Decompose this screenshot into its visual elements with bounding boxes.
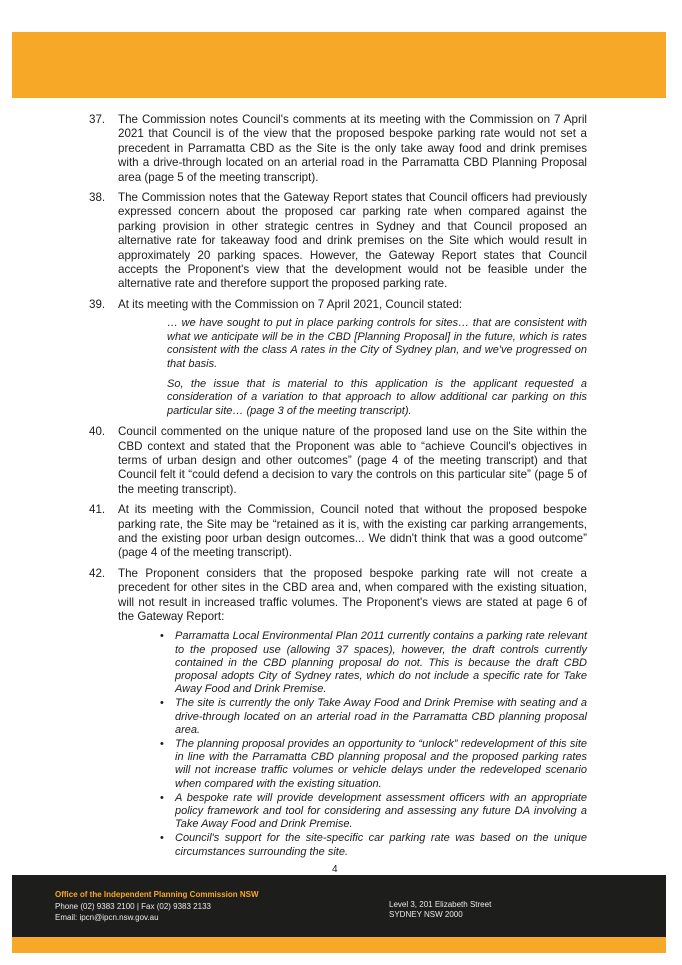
bullet-icon: • <box>160 738 164 751</box>
gateway-report-bullets <box>118 630 587 858</box>
page-number: 4 <box>332 864 338 875</box>
bullet-item <box>160 697 587 737</box>
bullet-icon: • <box>160 697 164 710</box>
paragraph-text: The Commission notes Council's comments at its meeting with the Commission on 7 April 2021 that Council is of the view that the proposed bespoke parking rate would not set a precedent in Parramatta CBD as the Site is the only take away food and drink premises with a drive-through located on an arterial road in the Parramatta CBD Planning Proposal area (page 5 of the meeting transcript). <box>118 113 587 184</box>
paragraph-text: The Proponent considers that the proposed bespoke parking rate will not create a precedent for other sites in the CBD area and, when compared with the existing situation, will not result in increased traffic volumes. The Proponent's views are stated at page 6 of the Gateway Report: <box>118 566 587 623</box>
paragraph-40 <box>89 425 587 497</box>
bullet-text: Parramatta Local Environmental Plan 2011 currently contains a parking rate relevant to the proposed use (allowing 37 spaces), however, the draft controls currently contained in the CBD planning proposal do not. This is because the draft CBD proposal adopts City of Sydney rates, which do not include a specific rate for Take Away Food and Drink Premise. <box>175 630 587 696</box>
paragraph-38 <box>89 191 587 292</box>
quote-block-1: … we have sought to put in place parking controls for sites… that are consistent with what we anticipate will be in the CBD [Planning Proposal] in the future, which is rates consistent with the class A rates in the City of Sydney plan, and we've progressed on that basis. <box>167 317 587 370</box>
bullet-item <box>160 792 587 832</box>
document-body <box>89 113 587 865</box>
footer-phone: Phone (02) 9383 2100 | Fax (02) 9383 2133 <box>55 902 211 911</box>
paragraph-41 <box>89 503 587 561</box>
quote-block-2: So, the issue that is material to this application is the applicant requested a consideration of a variation to that approach to allow additional car parking on this particular site… (page 3 of the meeting transcript). <box>167 377 587 417</box>
bullet-icon: • <box>160 791 164 804</box>
paragraph-text: Council commented on the unique nature of the proposed land use on the Site within the CBD context and stated that the Proponent was able to “achieve Council's objectives in terms of urban design and other outcomes” (page 4 of the meeting transcript) and that Council felt it “could defend a decision to vary the controls on this particular site” (page 5 of the meeting transcript). <box>118 425 587 496</box>
paragraph-number: 39. <box>89 297 106 311</box>
footer <box>12 875 666 937</box>
paragraph-number: 40. <box>89 425 106 439</box>
bullet-icon: • <box>160 832 164 845</box>
paragraph-37 <box>89 113 587 185</box>
paragraph-42 <box>89 567 587 859</box>
paragraph-text: At its meeting with the Commission on 7 April 2021, Council stated: <box>118 297 463 311</box>
bullet-item <box>160 738 587 791</box>
paragraph-text: At its meeting with the Commission, Council noted that without the proposed bespoke parking rate, the Site may be “retained as it is, with the existing car parking arrangements, and the existing poor urban design outcomes... We didn't think that was a good outcome” (page 4 of the meeting transcript). <box>118 503 587 560</box>
paragraph-39 <box>89 298 587 418</box>
header-orange-band <box>12 32 666 98</box>
footer-address-line2: SYDNEY NSW 2000 <box>389 910 463 919</box>
footer-address-line1: Level 3, 201 Elizabeth Street <box>389 900 492 909</box>
footer-office-name: Office of the Independent Planning Commission NSW <box>55 890 259 899</box>
paragraph-text: The Commission notes that the Gateway Report states that Council officers had previously expressed concern about the proposed car parking rate when compared against the parking provision in other strategic centres in Sydney and that Council proposed an alternative rate for takeaway food and drink premises on the Site which would result in approximately 20 parking spaces. However, the Gateway Report states that Council accepts the Proponent's view that the development would not be feasible under the alternative rate and therefore support the proposed parking rate. <box>118 191 587 291</box>
bullet-text: A bespoke rate will provide development assessment officers with an appropriate policy framework and tool for considering and assessing any future DA involving a Take Away Food and Drink Premise. <box>175 791 587 831</box>
bullet-text: The site is currently the only Take Away Food and Drink Premise with seating and a drive-through located on an arterial road in the Parramatta CBD planning proposal area. <box>175 697 587 736</box>
paragraph-number: 38. <box>89 191 106 205</box>
footer-email: Email: ipcn@ipcn.nsw.gov.au <box>55 913 159 922</box>
bullet-text: The planning proposal provides an opportunity to “unlock” redevelopment of this site in line with the Parramatta CBD planning proposal and the proposed parking rates will not increase traffic volumes or vehicle delays under the redeveloped scenario when compared with the existing situation. <box>175 738 587 790</box>
bullet-text: Council's support for the site-specific car parking rate was based on the unique circumstances surrounding the site. <box>175 832 587 858</box>
bullet-item <box>160 630 587 696</box>
bullet-item <box>160 832 587 858</box>
bullet-icon: • <box>160 630 164 643</box>
footer-orange-band <box>12 937 666 953</box>
paragraph-number: 41. <box>89 503 106 517</box>
paragraph-number: 37. <box>89 113 106 126</box>
paragraph-number: 42. <box>89 566 106 580</box>
